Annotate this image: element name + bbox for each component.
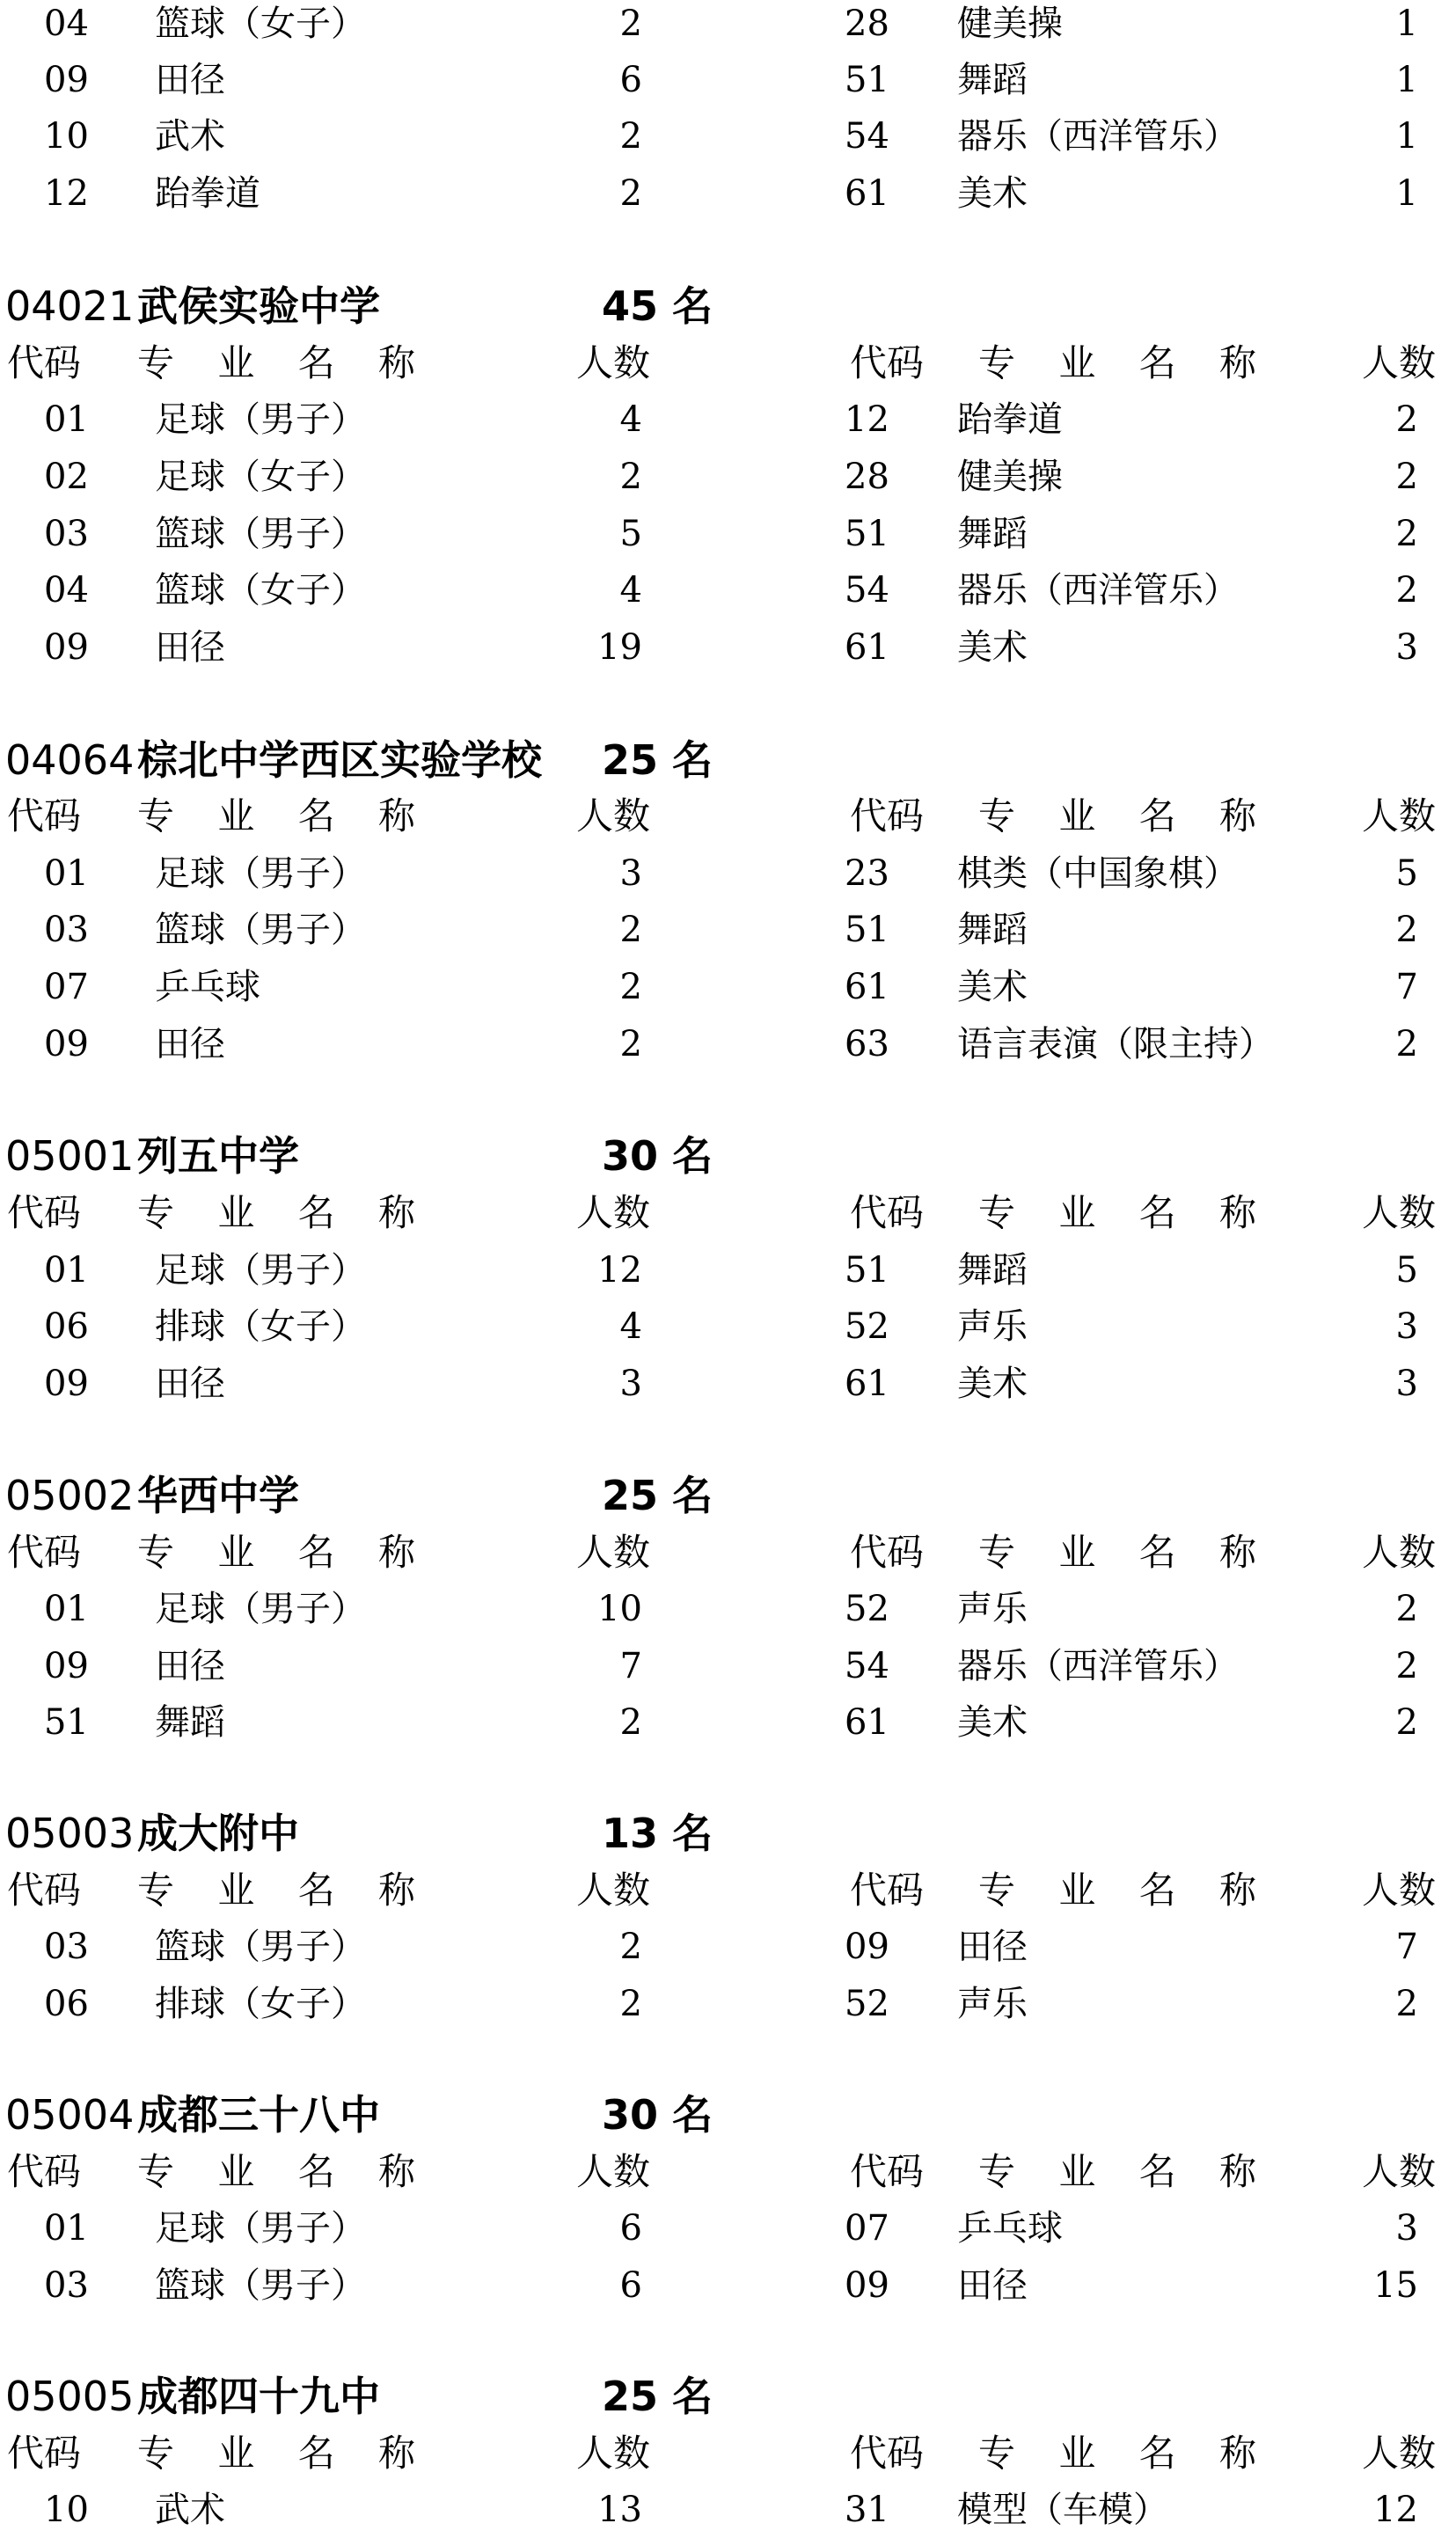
item-name: 声乐 (957, 1589, 1028, 1629)
item-code: 28 (845, 457, 889, 497)
item-name: 足球（男子） (155, 1250, 366, 1291)
header-code: 代码 (850, 2432, 925, 2475)
item-code: 09 (44, 60, 89, 100)
item-count: 3 (619, 1364, 642, 1404)
item-code: 09 (44, 1646, 89, 1686)
item-count: 5 (619, 514, 642, 554)
item-code: 61 (845, 1364, 889, 1404)
item-name: 声乐 (957, 1984, 1028, 2024)
item-name: 美术 (957, 1364, 1028, 1404)
item-code: 03 (44, 910, 89, 950)
header-count: 人数 (576, 1191, 651, 1234)
item-name: 美术 (957, 173, 1028, 214)
table-row (0, 2482, 1456, 2538)
table-row (0, 1694, 1456, 1751)
table-row (0, 1581, 1456, 1637)
school-code: 05001 (5, 1132, 135, 1180)
item-name: 足球（女子） (155, 457, 366, 497)
school-name: 成都三十八中 (137, 2091, 380, 2139)
item-count: 2 (619, 1702, 642, 1743)
item-name: 模型（车模） (957, 2490, 1168, 2530)
item-count: 4 (619, 1306, 642, 1347)
table-row (0, 619, 1456, 676)
header-count: 人数 (576, 1869, 651, 1912)
header-code: 代码 (7, 1531, 82, 1574)
item-count: 12 (1373, 2490, 1418, 2530)
item-count: 2 (619, 1927, 642, 1967)
item-count: 7 (1395, 967, 1418, 1007)
item-code: 52 (845, 1306, 889, 1347)
item-name: 武术 (155, 116, 225, 157)
item-code: 54 (845, 116, 889, 157)
item-name: 器乐（西洋管乐） (957, 116, 1239, 157)
item-code: 23 (845, 853, 889, 894)
header-code: 代码 (850, 1531, 925, 1574)
item-code: 54 (845, 1646, 889, 1686)
item-name: 跆拳道 (957, 399, 1063, 440)
header-count: 人数 (576, 341, 651, 384)
item-name: 舞蹈 (957, 910, 1028, 950)
item-count: 10 (597, 1589, 642, 1629)
item-code: 10 (44, 2490, 89, 2530)
item-code: 07 (845, 2208, 889, 2249)
item-code: 31 (845, 2490, 889, 2530)
item-name: 篮球（女子） (155, 4, 366, 44)
item-name: 乒乓球 (155, 967, 260, 1007)
item-count: 2 (619, 910, 642, 950)
item-code: 03 (44, 514, 89, 554)
item-count: 1 (1395, 116, 1418, 157)
school-quota: 30 名 (602, 1132, 713, 1180)
item-code: 61 (845, 627, 889, 668)
school-quota: 45 名 (602, 282, 713, 330)
item-name: 棋类（中国象棋） (957, 853, 1239, 894)
item-count: 4 (619, 570, 642, 611)
item-count: 2 (1395, 1702, 1418, 1743)
header-code: 代码 (7, 794, 82, 837)
item-code: 61 (845, 967, 889, 1007)
item-code: 04 (44, 4, 89, 44)
item-name: 田径 (155, 1364, 225, 1404)
item-name: 舞蹈 (957, 60, 1028, 100)
item-code: 04 (44, 570, 89, 611)
item-name: 足球（男子） (155, 853, 366, 894)
item-count: 7 (619, 1646, 642, 1686)
item-name: 舞蹈 (957, 1250, 1028, 1291)
item-name: 器乐（西洋管乐） (957, 570, 1239, 611)
header-count: 人数 (1362, 1869, 1437, 1912)
table-row (0, 562, 1456, 618)
item-name: 田径 (957, 1927, 1028, 1967)
item-count: 12 (597, 1250, 642, 1291)
item-code: 09 (44, 1364, 89, 1404)
school-title (0, 2368, 1456, 2425)
header-name: 专 业 名 称 (137, 1869, 432, 1912)
item-code: 07 (44, 967, 89, 1007)
table-row (0, 1919, 1456, 1975)
item-name: 田径 (155, 60, 225, 100)
item-count: 3 (1395, 1306, 1418, 1347)
school-title (0, 1467, 1456, 1524)
header-count: 人数 (1362, 341, 1437, 384)
header-name: 专 业 名 称 (978, 2432, 1273, 2475)
item-count: 2 (1395, 1984, 1418, 2024)
item-count: 2 (1395, 514, 1418, 554)
item-name: 篮球（女子） (155, 570, 366, 611)
header-name: 专 业 名 称 (137, 341, 432, 384)
header-code: 代码 (850, 341, 925, 384)
item-code: 54 (845, 570, 889, 611)
item-count: 3 (1395, 2208, 1418, 2249)
school-name: 棕北中学西区实验学校 (137, 736, 542, 784)
item-code: 09 (44, 1024, 89, 1064)
school-quota: 25 名 (602, 2373, 713, 2420)
school-quota: 25 名 (602, 1472, 713, 1519)
school-code: 05002 (5, 1472, 135, 1519)
header-count: 人数 (1362, 2150, 1437, 2193)
item-count: 5 (1395, 1250, 1418, 1291)
item-code: 09 (845, 2265, 889, 2306)
item-name: 美术 (957, 627, 1028, 668)
header-name: 专 业 名 称 (978, 341, 1273, 384)
table-row (0, 506, 1456, 562)
item-code: 01 (44, 1589, 89, 1629)
header-name: 专 业 名 称 (137, 1191, 432, 1234)
table-header (0, 2144, 1456, 2200)
item-count: 2 (619, 457, 642, 497)
table-header (0, 1185, 1456, 1241)
school-title (0, 732, 1456, 788)
header-name: 专 业 名 称 (137, 2432, 432, 2475)
item-count: 1 (1395, 60, 1418, 100)
header-code: 代码 (7, 1869, 82, 1912)
header-name: 专 业 名 称 (978, 1869, 1273, 1912)
table-row (0, 165, 1456, 222)
header-code: 代码 (850, 1869, 925, 1912)
item-code: 61 (845, 1702, 889, 1743)
item-name: 健美操 (957, 457, 1063, 497)
item-count: 15 (1373, 2265, 1418, 2306)
item-name: 语言表演（限主持） (957, 1024, 1274, 1064)
table-row (0, 2257, 1456, 2314)
school-title (0, 2087, 1456, 2143)
item-name: 篮球（男子） (155, 514, 366, 554)
item-code: 12 (44, 173, 89, 214)
table-header (0, 1862, 1456, 1919)
school-name: 列五中学 (137, 1132, 299, 1180)
school-quota: 25 名 (602, 736, 713, 784)
item-code: 02 (44, 457, 89, 497)
header-count: 人数 (576, 794, 651, 837)
item-name: 足球（男子） (155, 1589, 366, 1629)
item-count: 2 (1395, 570, 1418, 611)
header-name: 专 业 名 称 (978, 794, 1273, 837)
item-code: 12 (845, 399, 889, 440)
item-count: 13 (597, 2490, 642, 2530)
item-name: 田径 (155, 1024, 225, 1064)
item-count: 3 (619, 853, 642, 894)
school-quota: 13 名 (602, 1810, 713, 1857)
item-count: 7 (1395, 1927, 1418, 1967)
table-header (0, 788, 1456, 845)
item-code: 01 (44, 853, 89, 894)
header-code: 代码 (7, 1191, 82, 1234)
item-count: 2 (1395, 910, 1418, 950)
table-row (0, 1976, 1456, 2032)
item-code: 06 (44, 1984, 89, 2024)
table-row (0, 902, 1456, 958)
item-code: 63 (845, 1024, 889, 1064)
header-count: 人数 (1362, 794, 1437, 837)
header-name: 专 业 名 称 (137, 794, 432, 837)
school-name: 武侯实验中学 (137, 282, 380, 330)
item-code: 09 (44, 627, 89, 668)
header-code: 代码 (7, 2150, 82, 2193)
item-count: 3 (1395, 627, 1418, 668)
item-count: 3 (1395, 1364, 1418, 1404)
header-count: 人数 (1362, 1191, 1437, 1234)
school-title (0, 1128, 1456, 1184)
table-row (0, 52, 1456, 108)
table-header (0, 2425, 1456, 2482)
table-row (0, 449, 1456, 505)
header-code: 代码 (7, 341, 82, 384)
table-row (0, 108, 1456, 165)
header-name: 专 业 名 称 (137, 1531, 432, 1574)
item-count: 2 (1395, 1024, 1418, 1064)
item-code: 51 (845, 910, 889, 950)
header-code: 代码 (850, 2150, 925, 2193)
item-count: 4 (619, 399, 642, 440)
header-name: 专 业 名 称 (978, 1531, 1273, 1574)
item-name: 跆拳道 (155, 173, 260, 214)
item-code: 03 (44, 2265, 89, 2306)
item-name: 武术 (155, 2490, 225, 2530)
header-count: 人数 (1362, 1531, 1437, 1574)
item-name: 足球（男子） (155, 399, 366, 440)
table-row (0, 1298, 1456, 1355)
item-name: 健美操 (957, 4, 1063, 44)
table-row (0, 1016, 1456, 1072)
item-name: 美术 (957, 1702, 1028, 1743)
item-code: 52 (845, 1589, 889, 1629)
item-name: 美术 (957, 967, 1028, 1007)
table-row (0, 845, 1456, 902)
item-name: 足球（男子） (155, 2208, 366, 2249)
header-name: 专 业 名 称 (978, 2150, 1273, 2193)
item-count: 5 (1395, 853, 1418, 894)
school-name: 成大附中 (137, 1810, 299, 1857)
school-quota: 30 名 (602, 2091, 713, 2139)
item-count: 2 (619, 1024, 642, 1064)
item-count: 2 (619, 1984, 642, 2024)
item-code: 51 (44, 1702, 89, 1743)
item-name: 声乐 (957, 1306, 1028, 1347)
school-code: 04064 (5, 736, 135, 784)
item-code: 10 (44, 116, 89, 157)
item-name: 篮球（男子） (155, 910, 366, 950)
item-name: 篮球（男子） (155, 2265, 366, 2306)
item-count: 2 (1395, 399, 1418, 440)
item-count: 2 (619, 967, 642, 1007)
item-code: 01 (44, 399, 89, 440)
item-count: 1 (1395, 4, 1418, 44)
item-count: 6 (619, 60, 642, 100)
header-count: 人数 (576, 2150, 651, 2193)
school-code: 05005 (5, 2373, 135, 2420)
item-count: 2 (1395, 1646, 1418, 1686)
item-code: 51 (845, 1250, 889, 1291)
table-row (0, 391, 1456, 448)
school-name: 华西中学 (137, 1472, 299, 1519)
item-count: 2 (1395, 1589, 1418, 1629)
item-code: 09 (845, 1927, 889, 1967)
item-count: 2 (1395, 457, 1418, 497)
item-name: 田径 (155, 1646, 225, 1686)
school-name: 成都四十九中 (137, 2373, 380, 2420)
item-name: 田径 (957, 2265, 1028, 2306)
item-name: 舞蹈 (155, 1702, 225, 1743)
item-count: 2 (619, 173, 642, 214)
item-count: 2 (619, 116, 642, 157)
table-row (0, 1356, 1456, 1412)
item-name: 田径 (155, 627, 225, 668)
item-code: 06 (44, 1306, 89, 1347)
header-count: 人数 (576, 2432, 651, 2475)
item-name: 舞蹈 (957, 514, 1028, 554)
item-count: 6 (619, 2265, 642, 2306)
item-name: 排球（女子） (155, 1306, 366, 1347)
header-code: 代码 (850, 1191, 925, 1234)
item-code: 01 (44, 2208, 89, 2249)
item-code: 01 (44, 1250, 89, 1291)
table-row (0, 1242, 1456, 1298)
table-row (0, 2200, 1456, 2256)
item-name: 排球（女子） (155, 1984, 366, 2024)
header-code: 代码 (7, 2432, 82, 2475)
header-name: 专 业 名 称 (978, 1191, 1273, 1234)
item-code: 51 (845, 60, 889, 100)
item-name: 乒乓球 (957, 2208, 1063, 2249)
item-code: 03 (44, 1927, 89, 1967)
table-header (0, 335, 1456, 391)
item-code: 61 (845, 173, 889, 214)
table-row (0, 1638, 1456, 1694)
header-code: 代码 (850, 794, 925, 837)
header-count: 人数 (1362, 2432, 1437, 2475)
item-count: 2 (619, 4, 642, 44)
school-code: 05004 (5, 2091, 135, 2139)
school-title (0, 278, 1456, 334)
item-name: 器乐（西洋管乐） (957, 1646, 1239, 1686)
table-row (0, 0, 1456, 52)
school-title (0, 1805, 1456, 1861)
item-code: 51 (845, 514, 889, 554)
table-row (0, 959, 1456, 1015)
header-name: 专 业 名 称 (137, 2150, 432, 2193)
item-count: 6 (619, 2208, 642, 2249)
table-header (0, 1525, 1456, 1581)
item-count: 19 (597, 627, 642, 668)
item-code: 28 (845, 4, 889, 44)
school-code: 04021 (5, 282, 135, 330)
item-name: 篮球（男子） (155, 1927, 366, 1967)
item-count: 1 (1395, 173, 1418, 214)
school-code: 05003 (5, 1810, 135, 1857)
header-count: 人数 (576, 1531, 651, 1574)
item-code: 52 (845, 1984, 889, 2024)
